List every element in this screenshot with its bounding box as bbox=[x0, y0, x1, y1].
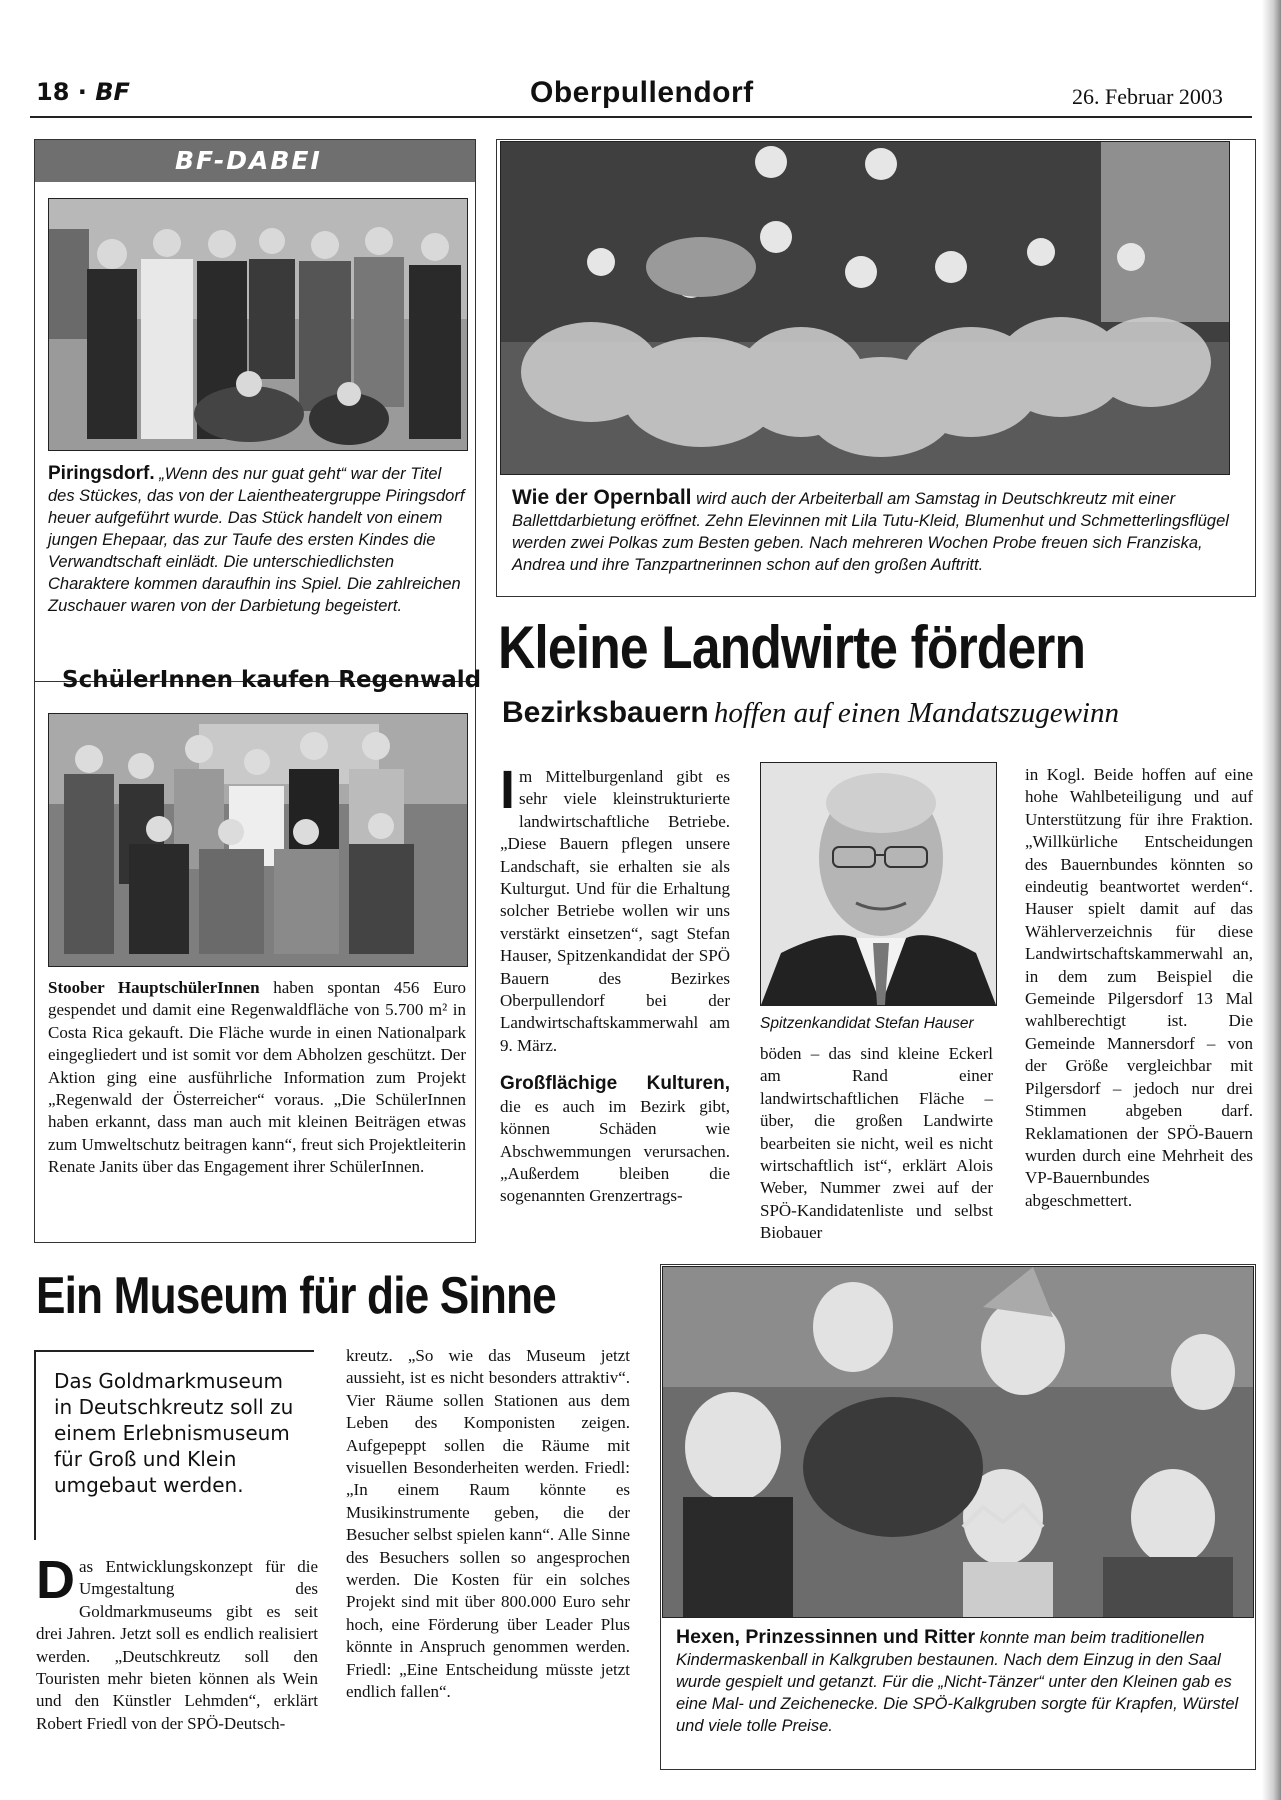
landwirte-col1 bbox=[500, 760, 730, 1208]
page-number: 18 · BF bbox=[36, 78, 130, 106]
ballet-photo bbox=[500, 141, 1230, 475]
opernball-caption bbox=[512, 487, 1242, 576]
portrait-caption: Spitzenkandidat Stefan Hauser bbox=[760, 1015, 974, 1032]
students-photo bbox=[48, 713, 468, 967]
landwirte-headline: Kleine Landwirte fördern bbox=[498, 614, 1086, 681]
landwirte-col2: böden – das sind kleine Eckerl am Rand einer landwirtschaftlichen Fläche – über, die großen Landwirte bearbeiten sie nicht, weil es nicht wirtschaftlich ist“, erklärt Alois Weber, Nummer zwei auf der SPÖ-Kandidatenliste und selbst Biobauer bbox=[760, 1044, 993, 1243]
issue-date: 26. Februar 2003 bbox=[1072, 84, 1223, 109]
museum-col1-text: as Entwicklungskonzept für die Umgestaltung des Goldmarkmuseums gibt es seit drei Jahren. Jetzt soll es endlich realisiert werden. „Deutschkreutz soll den Touristen mehr bieten können als Wein und den Künstler Lehmden“, erklärt Robert Friedl von der SPÖ-Deutsch- bbox=[36, 1557, 318, 1733]
separator: · bbox=[77, 78, 87, 106]
header-rule bbox=[30, 116, 1252, 118]
regenwald-caption bbox=[48, 977, 466, 1179]
museum-col1 bbox=[36, 1550, 318, 1735]
landwirte-col1-text: m Mittelburgenland gibt es sehr viele kleinstrukturierte landwirtschaftliche Betriebe. „Diese Bauern pflegen unsere Landschaft, sie erhalten sie als Kulturgut. Und für die Erhaltung solcher Betriebe wollen wir uns verstärkt einsetzen“, sagt Stefan Hauser, Spitzenkandidat der SPÖ Bauern des Bezirkes Oberpullendorf bei der Landwirtschaftskammerwahl am 9. März. bbox=[500, 767, 730, 1055]
dabei-caption-text: „Wenn des nur guat geht“ war der Titel des Stückes, das von der Laientheatergruppe Piringsdorf heuer aufgeführt wurde. Das Stück handelt von einem jungen Ehepaar, das zur Taufe des ersten Kindes die Verwandtschaft einlädt. Die unterschiedlichsten Charaktere kommen daraufhin ins Spiel. Die zahlreichen Zuschauer waren von der Darbietung begeistert. bbox=[48, 465, 465, 615]
region-title: Oberpullendorf bbox=[530, 76, 754, 109]
dabei-caption-lead: Piringsdorf. bbox=[48, 463, 155, 484]
museum-headline: Ein Museum für die Sinne bbox=[36, 1267, 556, 1325]
museum-dropcap: D bbox=[36, 1550, 75, 1610]
landwirte-dropcap: I bbox=[500, 760, 516, 820]
landwirte-col3: in Kogl. Beide hoffen auf eine hohe Wahlbeteiligung und auf Unterstützung für ihre Fraktion. „Willkürliche Entscheidungen des Bauernbundes könnten so eindeutig beantwortet werden“. Hauser spielt damit auf das Wählerverzeichnis für diese Landwirtschaftskammerwahl an, in dem zum Beispiel die Gemeinde Pilgersdorf 13 Mal wahlberechtigt ist. Die Gemeinde Mannersdorf – von der Größe vergleichbar mit Pilgersdorf – jedoch nur drei Stimmen abgeben darf. Reklamationen der SPÖ-Bauern wurden durch eine Mehrheit des VP-Bauernbundes abgeschmettert. bbox=[1025, 765, 1253, 1210]
landwirte-subhead2: Großflächige Kulturen, bbox=[500, 1073, 730, 1095]
masked-ball-photo bbox=[662, 1266, 1254, 1618]
landwirte-col1b-text: die es auch im Bezirk gibt, können Schäden wie Abschwemmungen verursachen. „Außerdem bleiben die sogenannten Grenzertrags- bbox=[500, 1096, 730, 1206]
dabei-banner-title: BF-DABEI bbox=[175, 146, 322, 175]
museum-teaser: Das Goldmarkmuseum in Deutschkreutz soll zu einem Erlebnismuseum für Groß und Klein umgebaut werden. bbox=[54, 1369, 294, 1497]
museum-col2: kreutz. „So wie das Museum jetzt aussieht, ist es nicht besonders attraktiv“. Vier Räume sollen Stationen aus dem Leben des Komponisten zeigen. Aufgepeppt sollen die Räume mit visuellen Besonderheiten werden. Friedl: „In einem Raum könnte es Musikinstrumente geben, die der Besucher selbst spielen kann“. Alle Sinne des Besuchers sollen so angesprochen werden. Die Kosten für ein solches Projekt sind mit über 800.000 Euro sehr hoch, eine Förderung über Leader Plus könnte in Anspruch genommen werden. Friedl: „Eine Entscheidung müsste jetzt endlich fallen“. bbox=[346, 1346, 630, 1702]
publication-name: BF bbox=[95, 78, 130, 106]
hexen-caption bbox=[676, 1626, 1244, 1737]
theater-group-photo bbox=[48, 198, 468, 451]
scan-edge bbox=[1262, 0, 1281, 1800]
opernball-caption-lead: Wie der Opernball bbox=[512, 486, 692, 509]
dabei-caption bbox=[48, 463, 468, 617]
hexen-caption-lead: Hexen, Prinzessinnen und Ritter bbox=[676, 1626, 976, 1648]
landwirte-subhead-bold: Bezirksbauern bbox=[502, 696, 709, 729]
stefan-hauser-portrait bbox=[760, 762, 997, 1006]
regenwald-caption-text: haben spontan 456 Euro gespendet und damit eine Regenwaldfläche von 5.700 m² in Costa Rica gekauft. Die Fläche wurde in einen Nationalpark eingegliedert und ist somit vor dem Abholzen geschützt. Der Aktion ging eine ausführliche Information zum Projekt „Regenwald der Österreicher“ voraus. „Die SchülerInnen haben erkannt, dass man auch mit kleinen Beiträgen etwas zum Umweltschutz beitragen kann“, freut sich Projektleiterin Renate Janits über das Engagement ihrer SchülerInnen. bbox=[48, 978, 466, 1177]
hexen-caption-text: konnte man beim traditionellen Kindermaskenball in Kalkgruben bestaunen. Nach dem Einzug in den Saal wurde gespielt und getanzt. Für die „Nicht-Tänzer“ unter den Kleinen gab es eine Mal- und Zeichenecke. Die SPÖ-Kalkgruben sorgte für Krapfen, Würstel und viele tolle Preise. bbox=[676, 1629, 1239, 1735]
landwirte-subhead-italic: hoffen auf einen Mandatszugewinn bbox=[713, 697, 1119, 729]
opernball-caption-text: wird auch der Arbeiterball am Samstag in Deutschkreutz mit einer Ballettdarbietung eröffnet. Zehn Elevinnen mit Lila Tutu-Kleid, Blumenhut und Schmetterlingsflügel werden zwei Polkas zum Besten geben. Nach mehreren Wochen Probe freuen sich Franziska, Andrea und ihre Tanzpartnerinnen schon auf den großen Auftritt. bbox=[512, 490, 1229, 574]
landwirte-subhead bbox=[502, 696, 1119, 730]
museum-teaser-side-rule bbox=[34, 1350, 36, 1540]
regenwald-headline: SchülerInnen kaufen Regenwald bbox=[62, 667, 482, 693]
regenwald-caption-lead: Stoober HauptschülerInnen bbox=[48, 978, 260, 997]
museum-teaser-rule bbox=[34, 1350, 314, 1352]
